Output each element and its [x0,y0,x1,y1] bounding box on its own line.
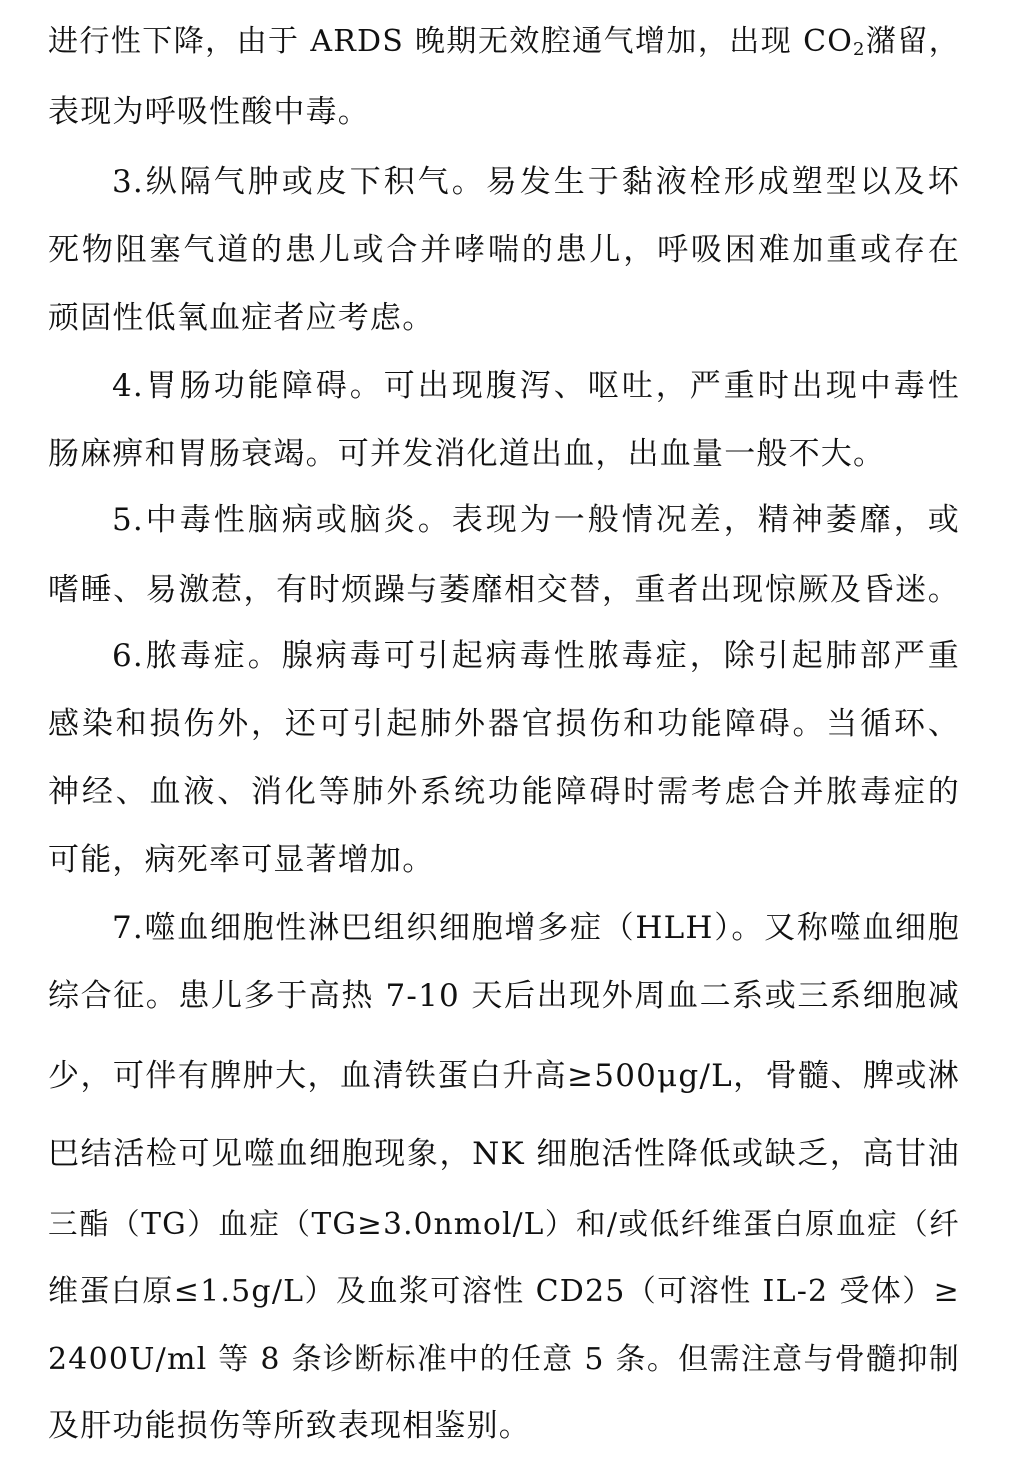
paragraph-3-first-line: 3.纵隔气肿或皮下积气。易发生于黏液栓形成塑型以及坏 [112,164,960,200]
text-line: 及肝功能损伤等所致表现相鉴别。 [48,1408,531,1444]
text-line: 顽固性低氧血症者应考虑。 [48,300,435,336]
paragraph-4-first-line: 4.胃肠功能障碍。可出现腹泻、呕吐，严重时出现中毒性 [112,368,960,404]
text-line: 死物阻塞气道的患儿或合并哮喘的患儿，呼吸困难加重或存在 [48,232,960,268]
text-segment: 潴留， [865,24,960,59]
text-line: 嗜睡、易激惹，有时烦躁与萎靡相交替，重者出现惊厥及昏迷。 [48,572,960,608]
text-line [48,22,960,62]
paragraph-5-first-line: 5.中毒性脑病或脑炎。表现为一般情况差，精神萎靡，或 [112,502,960,538]
text-line: 综合征。患儿多于高热 7-10 天后出现外周血二系或三系细胞减 [48,978,960,1014]
text-line: 神经、血液、消化等肺外系统功能障碍时需考虑合并脓毒症的 [48,774,960,810]
subscript: 2 [853,39,866,60]
text-line: 可能，病死率可显著增加。 [48,842,435,878]
paragraph-7-first-line: 7.噬血细胞性淋巴组织细胞增多症（HLH）。又称噬血细胞 [112,910,960,946]
text-line: 肠麻痹和胃肠衰竭。可并发消化道出血，出血量一般不大。 [48,436,886,472]
text-line: 维蛋白原≤1.5g/L）及血浆可溶性 CD25（可溶性 IL-2 受体）≥ [48,1274,960,1309]
text-line: 感染和损伤外，还可引起肺外器官损伤和功能障碍。当循环、 [48,706,960,742]
paragraph-6-first-line: 6.脓毒症。腺病毒可引起病毒性脓毒症，除引起肺部严重 [112,638,960,674]
text-line: 三酯（TG）血症（TG≥3.0nmol/L）和/或低纤维蛋白原血症（纤 [48,1207,960,1241]
text-line: 巴结活检可见噬血细胞现象，NK 细胞活性降低或缺乏，高甘油 [48,1136,960,1172]
text-line: 2400U/ml 等 8 条诊断标准中的任意 5 条。但需注意与骨髓抑制 [48,1342,960,1377]
text-line: 表现为呼吸性酸中毒。 [48,94,370,130]
text-segment: 进行性下降，由于 ARDS 晚期无效腔通气增加，出现 CO [48,24,854,59]
text-line: 少，可伴有脾肿大，血清铁蛋白升高≥500μg/L，骨髓、脾或淋 [48,1058,960,1094]
